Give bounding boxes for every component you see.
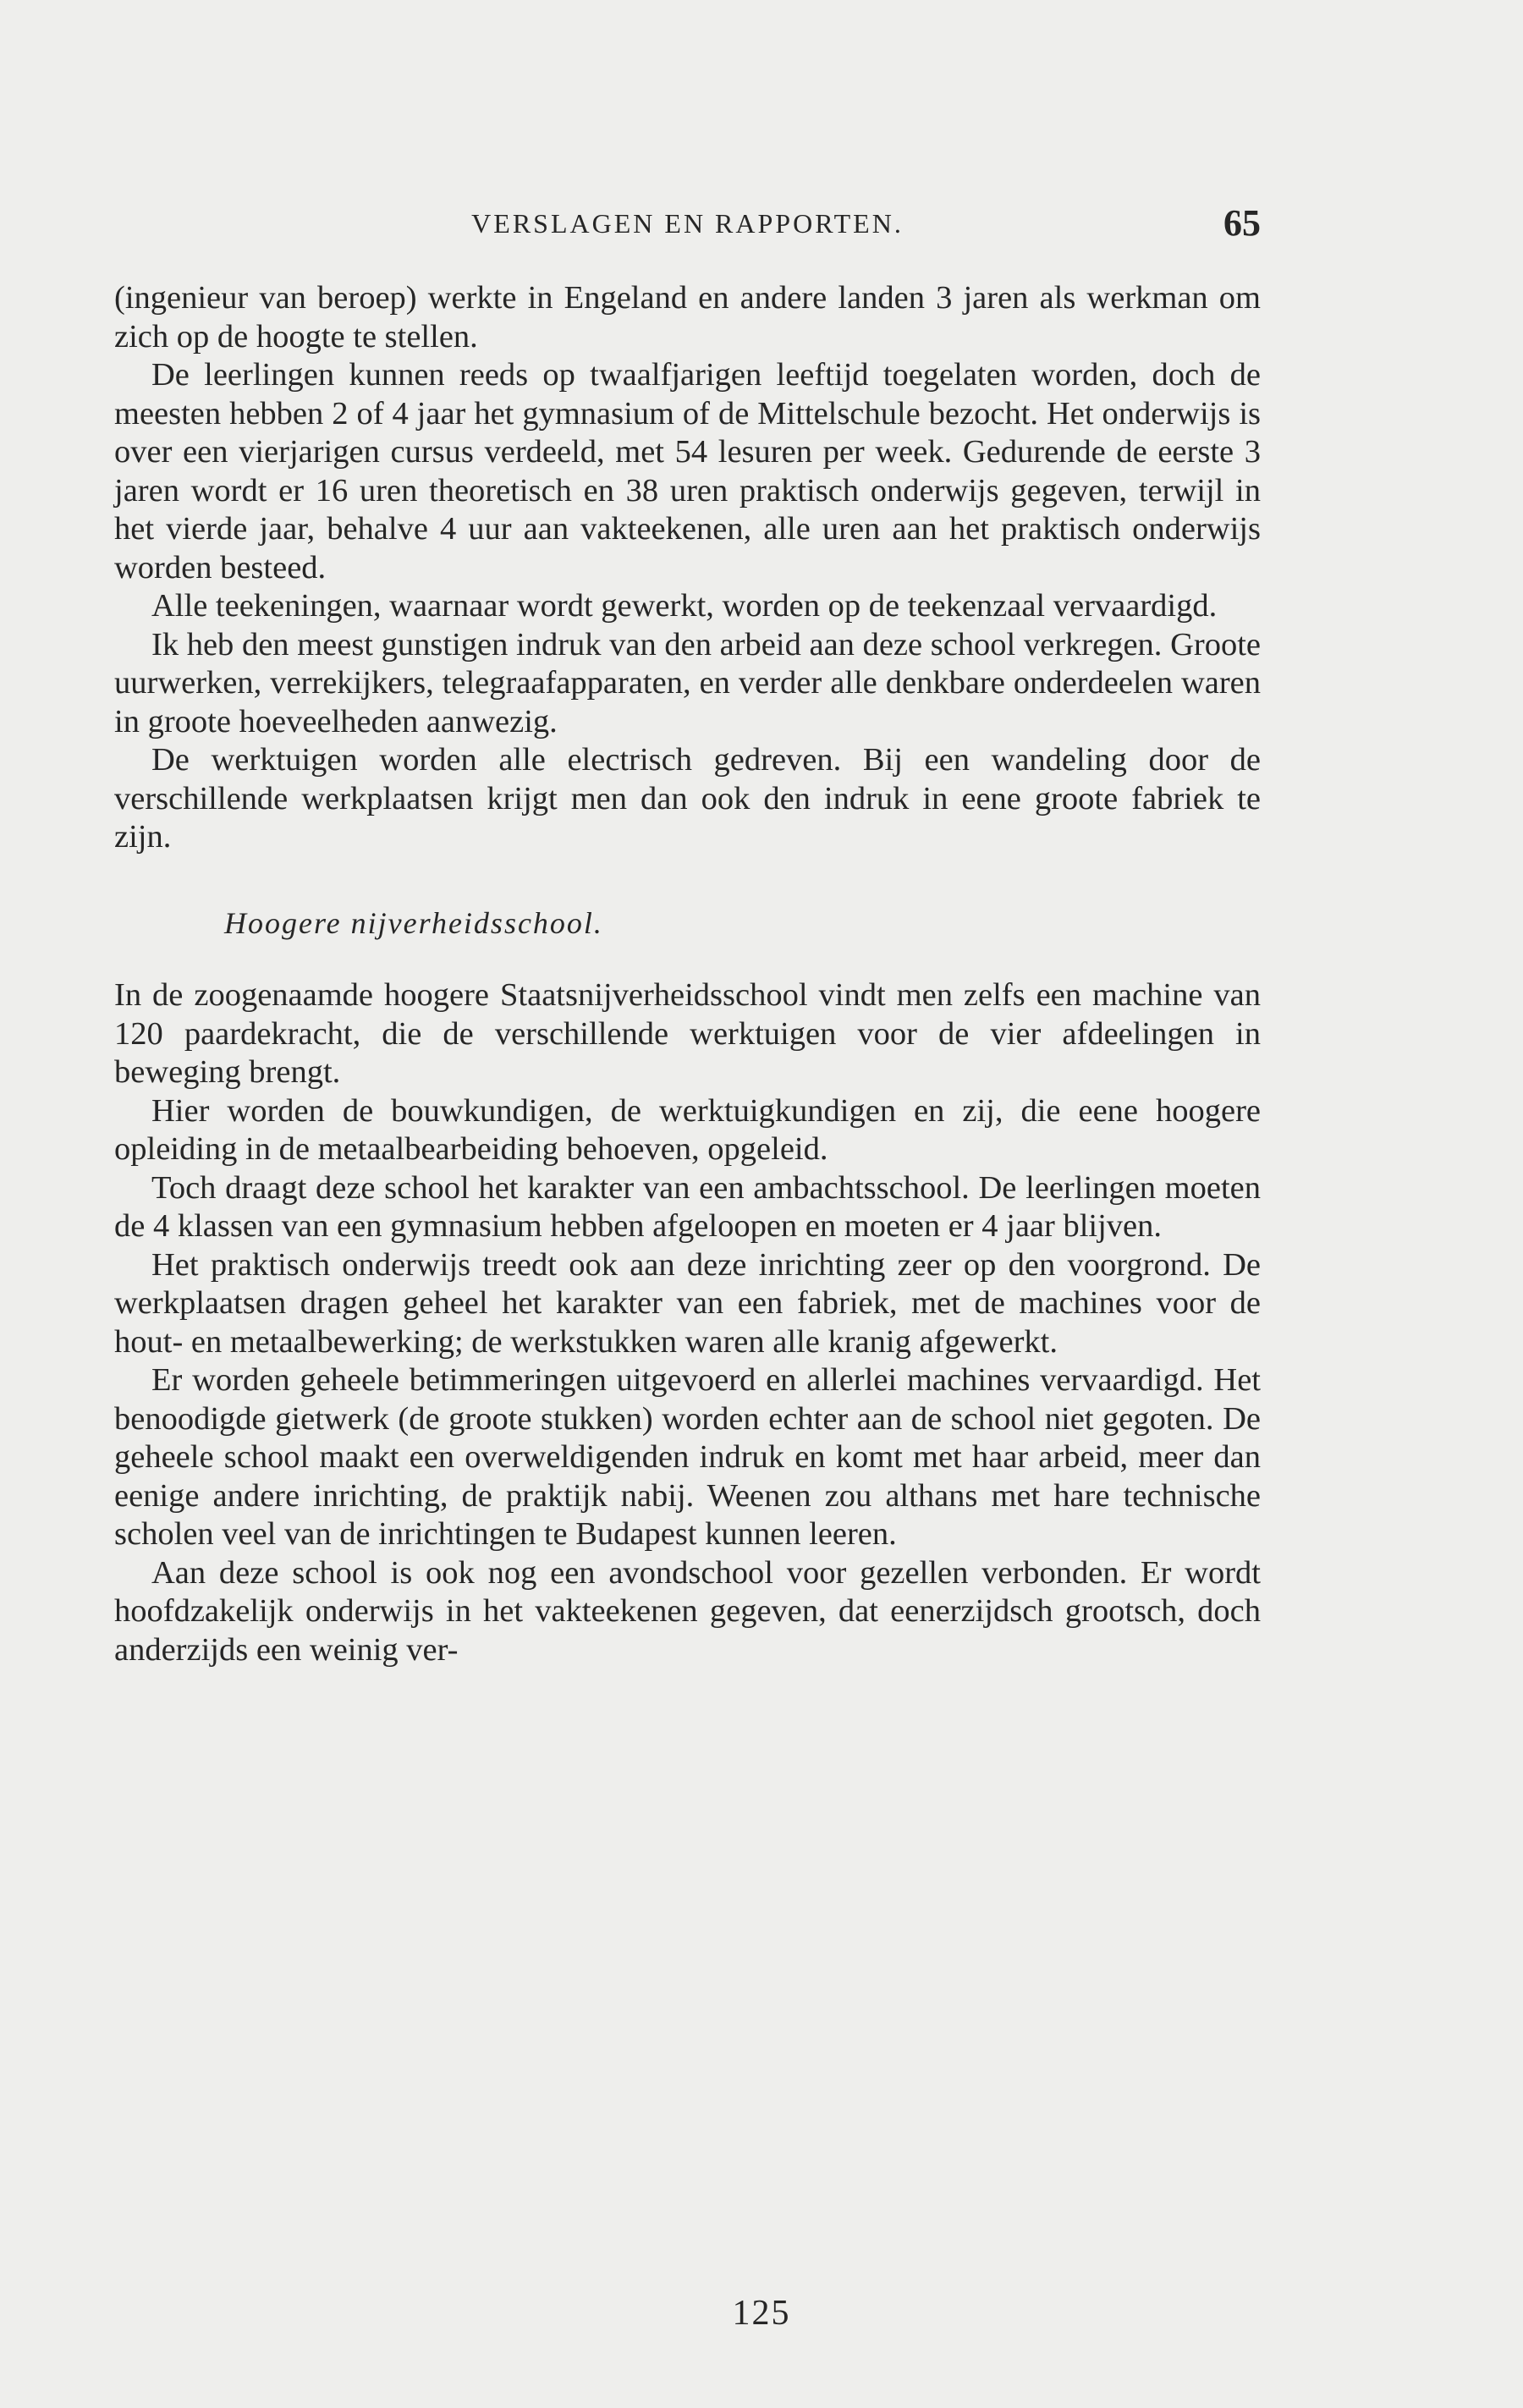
paragraph: Het praktisch onderwijs treedt ook aan deze inrichting zeer op den voorgrond. De werkplaatsen dragen geheel het karakter van een fabriek, met de machines voor de hout- en metaalbewerking; de werkstukken waren alle kranig afgewerkt. <box>114 1246 1261 1360</box>
paragraph: (ingenieur van beroep) werkte in Engeland en andere landen 3 jaren als werkman om zich op de hoogte te stellen. <box>114 280 1261 355</box>
page-header <box>114 201 1261 252</box>
paragraph: De leerlingen kunnen reeds op twaalfjarigen leeftijd toegelaten worden, doch de meesten hebben 2 of 4 jaar het gymnasium of de Mittelschule bezocht. Het onderwijs is over een vierjarigen cursus verdeeld, met 54 lesuren per week. Gedurende de eerste 3 jaren wordt er 16 uren theoretisch en 38 uren praktisch onderwijs gegeven, terwijl in het vierde jaar, behalve 4 uur aan vakteekenen, alle uren aan het praktisch onderwijs worden besteed. <box>114 357 1261 586</box>
paragraph: Er worden geheele betimmeringen uitgevoerd en allerlei machines vervaardigd. Het benoodigde gietwerk (de groote stukken) worden echter aan de school niet gegoten. De geheele school maakt een overweldigenden indruk en komt met haar arbeid, meer dan eenige andere inrichting, de praktijk nabij. Weenen zou althans met hare technische scholen veel van de inrichtingen te Budapest kunnen leeren. <box>114 1362 1261 1552</box>
paragraph: Ik heb den meest gunstigen indruk van den arbeid aan deze school verkregen. Groote uurwerken, verrekijkers, telegraafapparaten, en verder alle denkbare onderdeelen waren in groote hoeveelheden aanwezig. <box>114 626 1261 739</box>
body-text <box>114 279 1261 1669</box>
folio-number: 125 <box>732 2294 791 2333</box>
paragraph: Hier worden de bouwkundigen, de werktuigkundigen en zij, die eene hoogere opleiding in de metaalbearbeiding behoeven, opgeleid. <box>114 1092 1261 1167</box>
running-head: VERSLAGEN EN RAPPORTEN. <box>471 208 904 239</box>
section-heading: Hoogere nijverheidsschool. <box>224 905 603 940</box>
paragraph: De werktuigen worden alle electrisch gedreven. Bij een wandeling door de verschillende werkplaatsen krijgt men dan ook den indruk in eene groote fabriek te zijn. <box>114 742 1261 855</box>
paragraph: Alle teekeningen, waarnaar wordt gewerkt, worden op de teekenzaal vervaardigd. <box>151 588 1218 624</box>
paragraph: In de zoogenaamde hoogere Staatsnijverheidsschool vindt men zelfs een machine van 120 paardekracht, die de verschillende werktuigen voor de vier afdeelingen in beweging brengt. <box>114 977 1261 1090</box>
paragraph: Toch draagt deze school het karakter van een ambachtsschool. De leerlingen moeten de 4 klassen van een gymnasium hebben afgeloopen en moeten er 4 jaar blijven. <box>114 1169 1261 1244</box>
page-number: 65 <box>1223 202 1261 244</box>
paragraph: Aan deze school is ook nog een avondschool voor gezellen verbonden. Er wordt hoofdzakelijk onderwijs in het vakteekenen gegeven, dat eenerzijdsch grootsch, doch anderzijds een weinig ver- <box>114 1554 1261 1668</box>
